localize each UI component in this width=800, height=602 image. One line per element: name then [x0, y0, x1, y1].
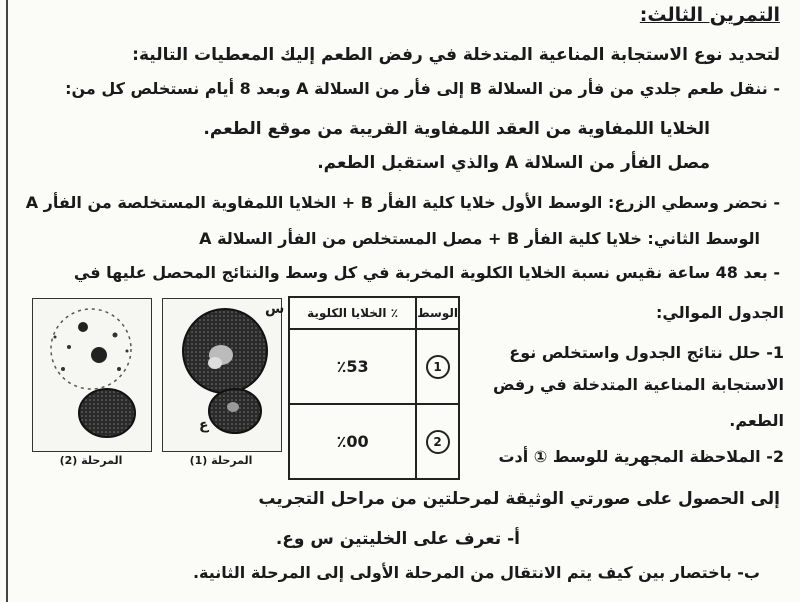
bullet1-text: الخلايا اللمفاوية من العقد اللمفاوية القريبة من موقع الطعم. — [203, 119, 710, 139]
stage1-micrograph — [162, 298, 285, 452]
question1b-text: الاستجابة المناعية المتدخلة في رفض — [492, 375, 784, 394]
table-row — [289, 329, 459, 404]
table-header-row — [289, 297, 459, 329]
question-a-text: أ- تعرف على الخليتين س وع. — [275, 529, 520, 549]
medium-cell — [416, 404, 459, 479]
bullet2-text: مصل الفأر من السلالة A والذي استقبل الطعم. — [317, 153, 710, 173]
stage2-caption: المرحلة (2) — [59, 454, 123, 467]
cell-label-a: ع — [199, 417, 209, 433]
exercise-title: التمرين الثالث: — [639, 4, 780, 26]
question2-text: 2- الملاحظة المجهرية للوسط ① أدت — [498, 447, 784, 466]
step2-text: - نحضر وسطي الزرع: الوسط الأول خلايا كلية الفأر B + الخلايا اللمفاوية المستخلصة من الفأر A — [25, 193, 780, 212]
percent-cell: ٪00 — [289, 404, 416, 479]
header-medium: الوسط — [416, 297, 459, 329]
question1-text: 1- حلل نتائج الجدول واستخلص نوع — [509, 343, 784, 362]
margin-line — [6, 0, 8, 602]
question1c-text: الطعم. — [729, 411, 784, 430]
stage1-cells-image — [163, 299, 281, 451]
stage1-caption: المرحلة (1) — [189, 454, 253, 467]
cell-label-s: س — [265, 301, 285, 317]
percent-cell: ٪53 — [289, 329, 416, 404]
question2b-text: إلى الحصول على صورتي الوثيقة لمرحلتين من مراحل التجريب — [258, 489, 780, 509]
step3b-text: الجدول الموالي: — [656, 303, 784, 322]
micrograph-figures — [32, 298, 284, 470]
stage2-cells-image — [33, 299, 151, 451]
step3-text: - بعد 48 ساعة نقيس نسبة الخلايا الكلوية المخربة في كل وسط والنتائج المحصل عليها في — [73, 263, 780, 282]
medium-number: 1 — [426, 355, 450, 379]
medium-number: 2 — [426, 430, 450, 454]
results-table — [288, 296, 460, 480]
medium-cell — [416, 329, 459, 404]
header-percent: ٪ الخلايا الكلوية — [289, 297, 416, 329]
step2b-text: الوسط الثاني: خلايا كلية الفأر B + مصل المستخلص من الفأر السلالة A — [199, 229, 760, 248]
question-b-text: ب- باختصار بين كيف يتم الانتقال من المرحلة الأولى إلى المرحلة الثانية. — [192, 563, 760, 582]
intro-text: لتحديد نوع الاستجابة المناعية المتدخلة في رفض الطعم إليك المعطيات التالية: — [132, 45, 780, 65]
table-row — [289, 404, 459, 479]
step1-text: - ننقل طعم جلدي من فأر من السلالة B إلى فأر من السلالة A وبعد 8 أيام نستخلص كل من: — [65, 79, 780, 98]
stage2-micrograph — [32, 298, 152, 452]
